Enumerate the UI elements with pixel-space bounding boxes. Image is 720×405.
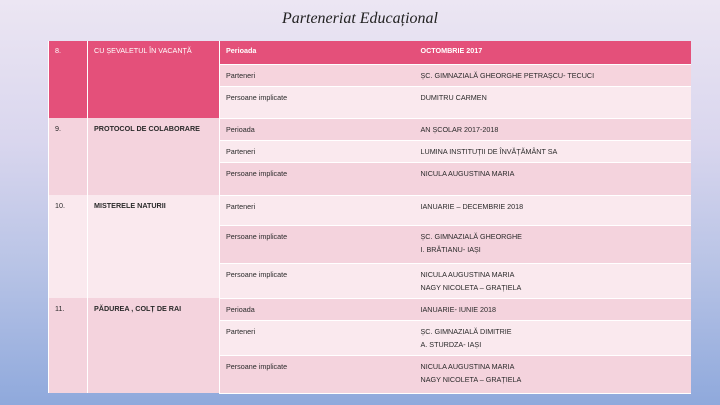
value-line-2: NAGY NICOLETA – GRAȚIELA [420,374,522,384]
project-name: PĂDUREA , COLȚ DE RAI [88,298,220,393]
value-line-1: ȘC. GIMNAZIALĂ DIMITRIE [420,326,512,336]
field-value: NICULA AUGUSTINA MARIA [415,162,691,195]
page-title: Parteneriat Educațional [282,10,438,27]
field-label: Parteneri [220,64,415,86]
project-number: 10. [49,195,88,298]
project-name: PROTOCOL DE COLABORARE [88,118,220,195]
field-value [415,355,691,393]
value-line-2: NAGY NICOLETA – GRAȚIELA [420,282,522,292]
field-value: ȘC. GIMNAZIALĂ GHEORGHE PETRAȘCU- TECUCI [415,64,691,86]
project-name: CU ȘEVALETUL ÎN VACANȚĂ [88,41,220,118]
field-label: Perioada [220,298,415,320]
value-line-2: I. BRĂTIANU- IAȘI [420,244,481,254]
project-number: 11. [49,298,88,393]
field-label: Persoane implicate [220,263,415,298]
table-row [49,118,691,140]
table-row [49,298,691,320]
project-number: 8. [49,41,88,118]
field-value: OCTOMBRIE 2017 [415,41,691,64]
field-label: Perioada [220,41,415,64]
project-number: 9. [49,118,88,195]
value-line-2: A. STURDZA- IAȘI [420,339,482,349]
field-value: DUMITRU CARMEN [415,86,691,118]
field-label: Perioada [220,118,415,140]
field-label: Persoane implicate [220,86,415,118]
field-value: LUMINA INSTITUȚII DE ÎNVĂȚĂMÂNT SA [415,140,691,162]
value-line-1: NICULA AUGUSTINA MARIA [420,269,515,279]
field-value: AN ȘCOLAR 2017-2018 [415,118,691,140]
field-value [415,263,691,298]
value-line-1: NICULA AUGUSTINA MARIA [420,361,515,371]
table-row [49,41,691,64]
value-line-1: ȘC. GIMNAZIALĂ GHEORGHE [420,231,522,241]
field-value [415,320,691,355]
field-label: Parteneri [220,140,415,162]
field-label: Parteneri [220,195,415,225]
field-value [415,225,691,263]
field-label: Parteneri [220,320,415,355]
field-label: Persoane implicate [220,162,415,195]
field-label: Persoane implicate [220,225,415,263]
table-row [49,195,691,225]
partnership-table [48,41,691,394]
field-label: Persoane implicate [220,355,415,393]
field-value: IANUARIE- IUNIE 2018 [415,298,691,320]
field-value: IANUARIE – DECEMBRIE 2018 [415,195,691,225]
project-name: MISTERELE NATURII [88,195,220,298]
